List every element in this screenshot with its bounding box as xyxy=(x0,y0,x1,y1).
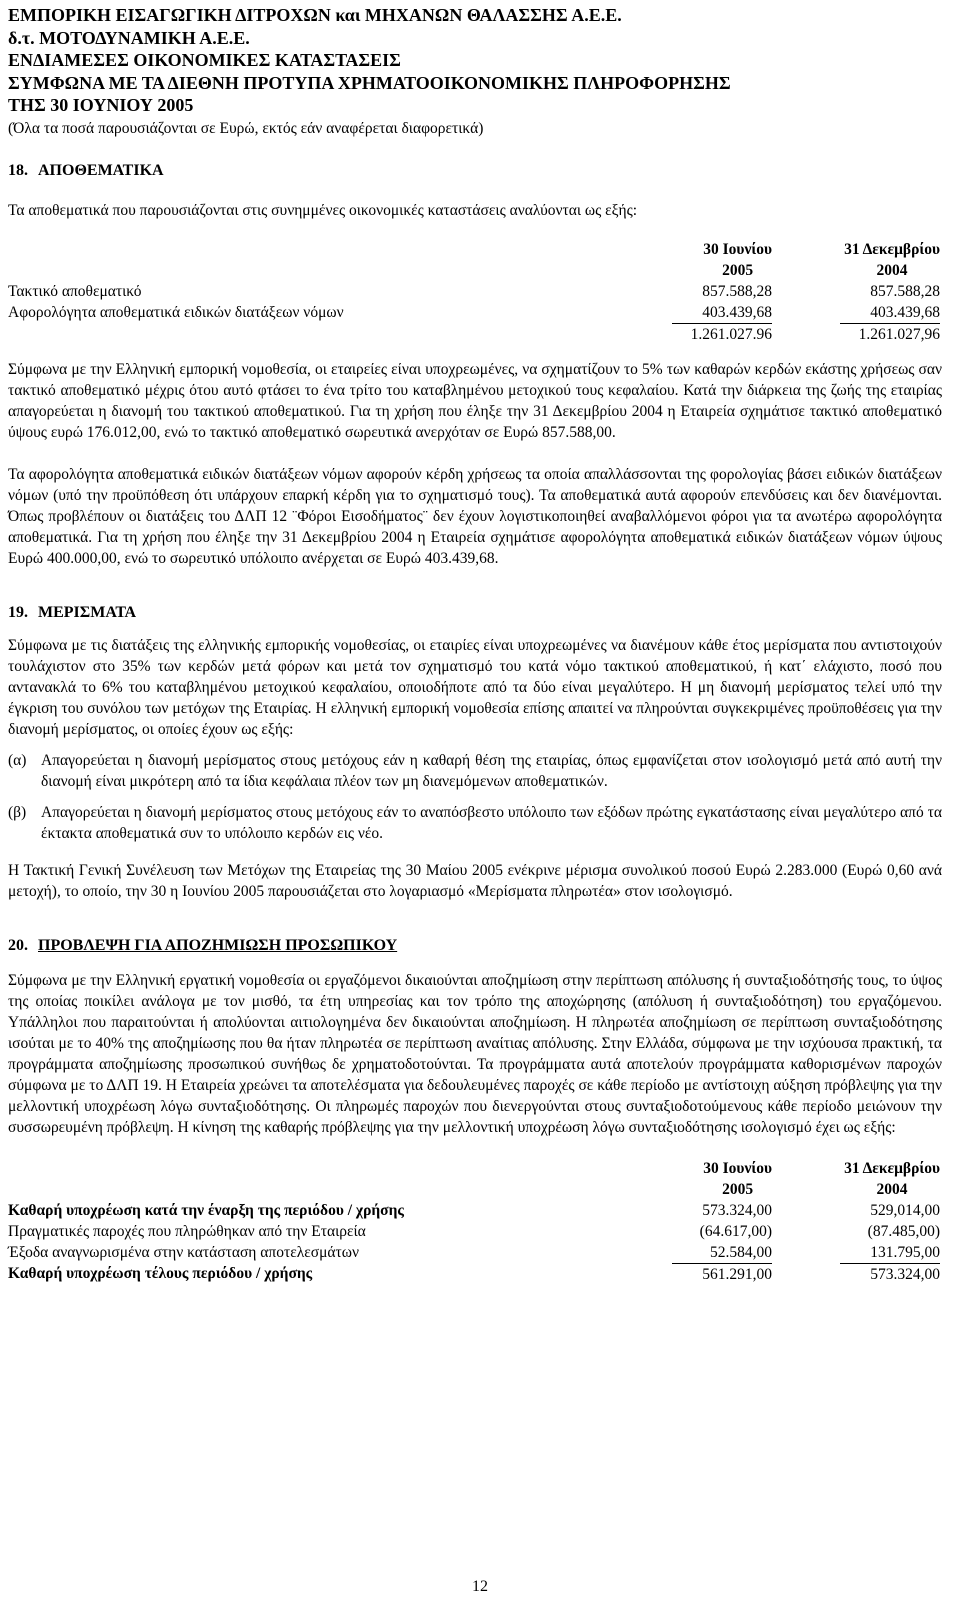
table-total-row xyxy=(8,1263,942,1285)
list-item-b xyxy=(8,802,942,844)
row-label: Έξοδα αναγνωρισμένα στην κατάσταση αποτελεσμάτων xyxy=(8,1243,359,1261)
list-marker-b: (β) xyxy=(8,803,27,821)
total-value-2005: 1.261.027.96 xyxy=(672,323,772,345)
row-value-2004: 529,014,00 xyxy=(870,1201,940,1219)
row-label: Αφορολόγητα αποθεματικά ειδικών διατάξεων νόμων xyxy=(8,303,344,321)
page-number: 12 xyxy=(472,1578,488,1595)
document-page xyxy=(8,4,942,1285)
provision-table-header xyxy=(8,1158,942,1200)
section-18-paragraph-1: Σύμφωνα με την Ελληνική εμπορική νομοθεσία, οι εταιρείες είναι υποχρεωμένες, να σχηματίζουν το 5% των καθαρών κερδών εκάστης χρήσεως σαν τακτικό αποθεματικό μέχρις ότου αυτό φτάσει το ένα τρίτο του καταβλημένου μετοχικού τους κεφαλαίου. Κατά την διάρκεια της ζωής της εταιρίας απαγορεύεται η διανομή του τακτικού αποθεματικού. Για τη χρήση που έληξε την 31 Δεκεμβρίου 2004 η Εταιρεία σχημάτισε τακτικό αποθεματικό ύψους ευρώ 176.012,00, ενώ το τακτικό αποθεματικό σωρευτικά ανερχόταν σε Ευρώ 857.588,00. xyxy=(8,360,942,441)
provision-col-2005: 30 Ιουνίου 2005 xyxy=(703,1159,772,1198)
trade-name: δ.τ. ΜΟΤΟΔΥΝΑΜΙΚΗ Α.Ε.Ε. xyxy=(8,27,250,48)
list-marker-a: (α) xyxy=(8,751,27,769)
table-row xyxy=(8,1200,942,1221)
section-19-number: 19. xyxy=(8,603,28,621)
table-row xyxy=(8,1221,942,1242)
row-value-2004: (87.485,00) xyxy=(867,1222,940,1240)
section-20-number: 20. xyxy=(8,936,28,954)
provision-table xyxy=(8,1158,942,1285)
section-20-paragraph-1: Σύμφωνα με την Ελληνική εργατική νομοθεσία οι εργαζόμενοι δικαιούνται αποζημίωση στην περίπτωση απόλυσης ή συνταξιοδότησής τους, το ύψος της οποίας ποικίλει ανάλογα με τον μισθό, τα έτη υπηρεσίας και τον τρόπο της αποχώρησης (απόλυση ή συνταξιοδότηση) του εργαζόμενου. Υπάλληλοι που παραιτούνται ή απολύονται αιτιολογημένα δεν δικαιούνται αποζημίωση. Η πληρωτέα αποζημίωση σε περίπτωση συνταξιοδότησης ισούται με το 40% της αποζημίωσης που θα ήταν πληρωτέα σε περίπτωση αναίτιας απόλυσης. Στην Ελλάδα, σύμφωνα με την ισχύουσα πρακτική, τα προγράμματα αποζημίωσης προσωπικού συνήθως δε χρηματοδοτούνται. Τα προγράμματα αυτά αποτελούν προγράμματα καθορισμένων παροχών σύμφωνα με το ΔΛΠ 19. Η Εταιρεία χρεώνει τα αποτελέσματα για δεδουλευμένες παροχές σε κάθε περίοδο με αντίστοιχη αύξηση πρόβλεψης για την μελλοντική υποχρέωση λόγω συνταξιοδότησης. Οι πληρωμές παροχών που διενεργούνται στους συνταξιοδοτούμενους κάθε περίοδο μειώνουν την συσσωρευμένη πρόβλεψη. Η κίνηση της καθαρής πρόβλεψης για την μελλοντική υποχρέωση λόγω συνταξιοδότησης ισολογισμό έχει ως εξής: xyxy=(8,971,942,1136)
reserves-col-2005: 30 Ιουνίου 2005 xyxy=(703,240,772,279)
section-20-title xyxy=(8,936,942,956)
list-text-b: Απαγορεύεται η διανομή μερίσματος στους μετόχους εάν το αναπόσβεστο υπόλοιπο των εξόδων πρώτης εγκατάστασης είναι μεγαλύτερο από τα έκτακτα αποθεματικά συν το υπόλοιπο κερδών εις νέο. xyxy=(41,803,942,842)
row-label: Καθαρή υποχρέωση κατά την έναρξη της περιόδου / χρήσης xyxy=(8,1201,404,1219)
list-item-a xyxy=(8,750,942,792)
row-label: Τακτικό αποθεματικό xyxy=(8,282,142,300)
table-row xyxy=(8,302,942,323)
total-value-2004: 573.324,00 xyxy=(840,1263,940,1285)
currency-note: (Όλα τα ποσά παρουσιάζονται σε Ευρώ, εκτός εάν αναφέρεται διαφορετικά) xyxy=(8,119,484,137)
row-value-2005: 52.584,00 xyxy=(710,1243,772,1261)
document-header xyxy=(8,4,942,139)
section-19-paragraph-1: Σύμφωνα με τις διατάξεις της ελληνικής εμπορικής νομοθεσίας, οι εταιρίες είναι υποχρεωμένες να διανέμουν κάθε έτος μερίσματα που αντιστοιχούν τουλάχιστον στο 35% των κερδών μετά φόρων και μετά τον σχηματισμό του κατά νόμο τακτικού αποθεματικού, ή κατ΄ ελάχιστο, ποσό που αντανακλά το 6% του καταβλημένου μετοχικού κεφαλαίου, οποιοδήποτε από τα δύο είναι μεγαλύτερο. Η μη διανομή μερίσματος τελεί υπό την έγκριση του συνόλου των μετόχων της Εταιρίας. Η ελληνική εμπορική νομοθεσία επίσης απαιτεί να πληρούνται συγκεκριμένες προϋποθέσεις για την διανομή μερίσματος, οι οποίες έχουν ως εξής: xyxy=(8,636,942,738)
table-total-row xyxy=(8,323,942,345)
company-name: ΕΜΠΟΡΙΚΗ ΕΙΣΑΓΩΓΙΚΗ ΔΙΤΡΟΧΩΝ και ΜΗΧΑΝΩΝ ΘΑΛΑΣΣΗΣ Α.Ε.Ε. xyxy=(8,5,622,25)
statements-title: ΕΝΔΙΑΜΕΣΕΣ ΟΙΚΟΝΟΜΙΚΕΣ ΚΑΤΑΣΤΑΣΕΙΣ xyxy=(8,50,401,70)
section-19-heading: ΜΕΡΙΣΜΑΤΑ xyxy=(38,603,137,621)
row-value-2005: (64.617,00) xyxy=(699,1222,772,1240)
section-18-number: 18. xyxy=(8,161,28,179)
row-value-2004: 131.795,00 xyxy=(870,1243,940,1261)
row-value-2005: 857.588,28 xyxy=(702,282,772,300)
section-18-paragraph-2: Τα αφορολόγητα αποθεματικά ειδικών διατάξεων νόμων αφορούν κέρδη χρήσεως τα οποία απαλλάσσονται της φορολογίας βάσει ειδικών διατάξεων νόμων (υπό την προϋπόθεση ότι υπάρχουν επαρκή κέρδη για το σχηματισμό τους). Τα αποθεματικά αυτά αφορούν επενδύσεις και δεν διανέμονται. Όπως προβλέπουν οι διατάξεις του ΔΛΠ 12 ¨Φόροι Εισοδήματος¨ δεν έχουν λογιστικοποιηθεί αναβαλλόμενοι φόροι για τα ανωτέρω αφορολόγητα αποθεματικά. Για τη χρήση που έληξε την 31 Δεκεμβρίου 2004 η Εταιρεία σχημάτισε αφορολόγητα αποθεματικά ειδικών διατάξεων νόμων ύψους Ευρώ 400.000,00, ενώ το σωρευτικό υπόλοιπο ανέρχεται σε Ευρώ 403.439,68. xyxy=(8,465,942,567)
row-label: Καθαρή υποχρέωση τέλους περιόδου / χρήσης xyxy=(8,1265,313,1282)
section-19-title xyxy=(8,603,942,623)
section-20-heading: ΠΡΟΒΛΕΨΗ ΓΙΑ ΑΠΟΖΗΜΙΩΣΗ ΠΡΟΣΩΠΙΚΟΥ xyxy=(38,936,398,954)
row-value-2004: 857.588,28 xyxy=(870,282,940,300)
table-row xyxy=(8,281,942,302)
table-row xyxy=(8,1242,942,1263)
standards-line: ΣΥΜΦΩΝΑ ΜΕ ΤΑ ΔΙΕΘΝΗ ΠΡΟΤΥΠΑ ΧΡΗΜΑΤΟΟΙΚΟΝΟΜΙΚΗΣ ΠΛΗΡΟΦΟΡΗΣΗΣ xyxy=(8,72,731,93)
section-19-paragraph-2: Η Τακτική Γενική Συνέλευση των Μετόχων της Εταιρείας της 30 Μαίου 2005 ενέκρινε μέρισμα συνολικού ποσού Ευρώ 2.283.000 (Ευρώ 0,60 ανά μετοχή), το οποίο, την 30 η Ιουνίου 2005 παρουσιάζεται στο λογαριασμό «Μερίσματα πληρωτέα» στον ισολογισμό. xyxy=(8,861,942,900)
total-value-2005: 561.291,00 xyxy=(672,1263,772,1285)
reserves-table xyxy=(8,239,942,345)
reserves-col-2004: 31 Δεκεμβρίου 2004 xyxy=(844,240,940,279)
provision-col-2004: 31 Δεκεμβρίου 2004 xyxy=(844,1159,940,1198)
row-label: Πραγματικές παροχές που πληρώθηκαν από την Εταιρεία xyxy=(8,1222,366,1240)
row-value-2005: 573.324,00 xyxy=(702,1201,772,1219)
row-value-2005: 403.439,68 xyxy=(702,303,772,321)
row-value-2004: 403.439,68 xyxy=(870,303,940,321)
statement-date: ΤΗΣ 30 ΙΟΥΝΙΟΥ 2005 xyxy=(8,95,194,115)
section-18-title xyxy=(8,161,942,181)
reserves-table-header xyxy=(8,239,942,281)
total-value-2004: 1.261.027,96 xyxy=(840,323,940,345)
section-18-intro: Τα αποθεματικά που παρουσιάζονται στις συνημμένες οικονομικές καταστάσεις αναλύονται ως εξής: xyxy=(8,201,638,219)
section-18-heading: ΑΠΟΘΕΜΑΤΙΚΑ xyxy=(38,161,164,179)
list-text-a: Απαγορεύεται η διανομή μερίσματος στους μετόχους εάν η καθαρή θέση της εταιρίας, όπως εμφανίζεται στον ισολογισμό μετά από αυτή την διανομή είναι μικρότερη από τα ίδια κεφάλαια πλέον των μη διανεμόμενων αποθεματικών. xyxy=(41,751,942,790)
